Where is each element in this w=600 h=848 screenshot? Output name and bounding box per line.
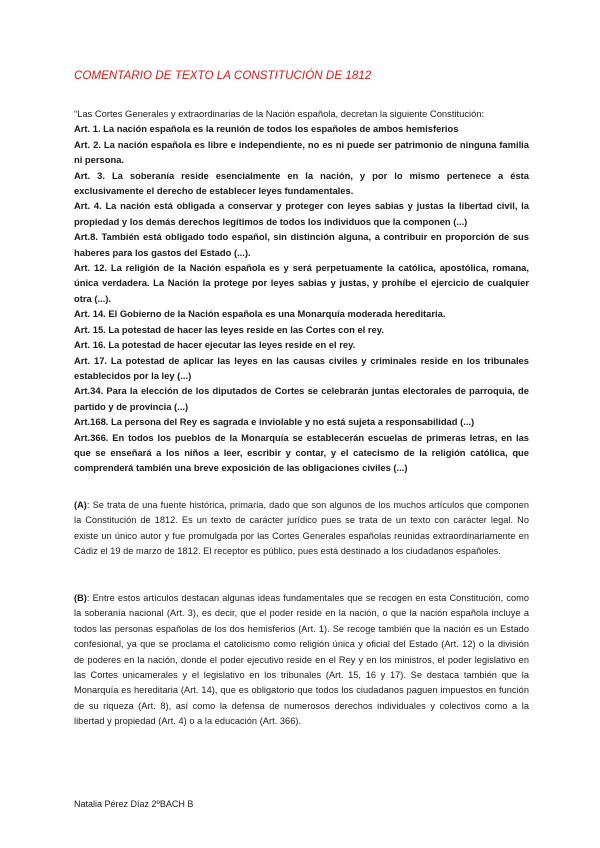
- section-b-paragraph: [74, 591, 529, 730]
- constitution-excerpt: [74, 106, 529, 476]
- document-title: COMENTARIO DE TEXTO LA CONSTITUCIÓN DE 1812: [74, 70, 372, 82]
- article-366: Art.366. En todos los pueblos de la Monarquía se establecerán escuelas de primeras letras, en las que se enseñará a los niños a leer, escribir y contar, y el catecismo de la religión católica, que comprenderá también una breve exposición de las obligaciones civiles (...): [74, 431, 529, 474]
- section-b: [74, 591, 529, 730]
- article-8: Art.8. También está obligado todo español, sin distinción alguna, a contribuir en proporción de sus haberes para los gastos del Estado (...).: [74, 231, 529, 258]
- article-17: Art. 17. La potestad de aplicar las leyes en las causas civiles y criminales reside en los tribunales establecidos por la ley (...): [74, 354, 529, 381]
- article-1: Art. 1. La nación española es la reunión de todos los españoles de ambos hemisferios: [74, 123, 459, 135]
- section-b-text: : Entre estos artículos destacan algunas ideas fundamentales que se recogen en esta Constitución, como la soberanía nacional (Art. 3), es decir, que el poder reside en la nación, o que la nación española incluye a todos las personas españolas de los dos hemisferios (Art. 1). Se recoge también que la nación es un Estado confesional, ya que se proclama el catolicismo como religión única y oficial del Estado (Art. 12) o la división de poderes en la nación, donde el poder ejecutivo reside en el Rey y en los ministros, el poder legislativo en las Cortes unicamerales y el legislativo en los tribunales (Art. 15, 16 y 17). Se destaca también que la Monarquía es hereditaria (Art. 14), que es obligatorio que todos los ciudadanos paguen impuestos en función de su riqueza (Art. 8), así como la defensa de numerosos derechos individuales y colectivos como a la libertad y propiedad (Art. 4) o a la educación (Art. 366).: [74, 593, 529, 727]
- section-b-tag: (B): [74, 593, 87, 603]
- section-a-text: : Se trata de una fuente histórica, primaria, dado que son algunos de los muchos artículos que componen la Constitución de 1812. Es un texto de carácter jurídico pues se trata de un texto con carácter legal. No existe un único autor y fue promulgada por las Cortes Generales españolas reunidas extraordinariamente en Cádiz el 19 de marzo de 1812. El receptor es público, pues está destinado a los ciudadanos españoles.: [74, 500, 529, 557]
- article-15: Art. 15. La potestad de hacer las leyes reside en las Cortes con el rey.: [74, 323, 384, 335]
- article-16: Art. 16. La potestad de hacer ejecutar las leyes reside en el rey.: [74, 339, 356, 351]
- article-34: Art.34. Para la elección de los diputados de Cortes se celebrarán juntas electorales de parroquia, de partido y de provincia (...): [74, 385, 529, 412]
- excerpt-intro: “Las Cortes Generales y extraordinarias de la Nación española, decretan la siguiente Constitución:: [74, 108, 485, 119]
- article-14: Art. 14. El Gobierno de la Nación española es una Monarquía moderada hereditaria.: [74, 308, 446, 320]
- page-footer: Natalia Pérez Díaz 2ºBACH B: [74, 799, 194, 809]
- section-a-paragraph: [74, 498, 529, 560]
- article-12: Art. 12. La religión de la Nación española es y será perpetuamente la católica, apostólica, romana, única verdadera. La Nación la protege por leyes sabias y justas, y prohíbe el ejercicio de cualquier otra (...).: [74, 262, 529, 304]
- section-a-tag: (A): [74, 500, 87, 510]
- article-4: Art. 4. La nación está obligada a conservar y proteger con leyes sabias y justas la libertad civil, la propiedad y los demás derechos legítimos de todos los individuos que la componen (...): [74, 200, 529, 227]
- article-3: Art. 3. La soberanía reside esencialmente en la nación, y por lo mismo pertenece a ésta exclusivamente el derecho de establecer leyes fundamentales.: [74, 169, 529, 197]
- section-a: [74, 498, 529, 560]
- article-2: Art. 2. La nación española es libre e independiente, no es ni puede ser patrimonio de ninguna familia ni persona.: [74, 138, 529, 166]
- article-168: Art.168. La persona del Rey es sagrada e inviolable y no está sujeta a responsabilidad (...): [74, 416, 475, 428]
